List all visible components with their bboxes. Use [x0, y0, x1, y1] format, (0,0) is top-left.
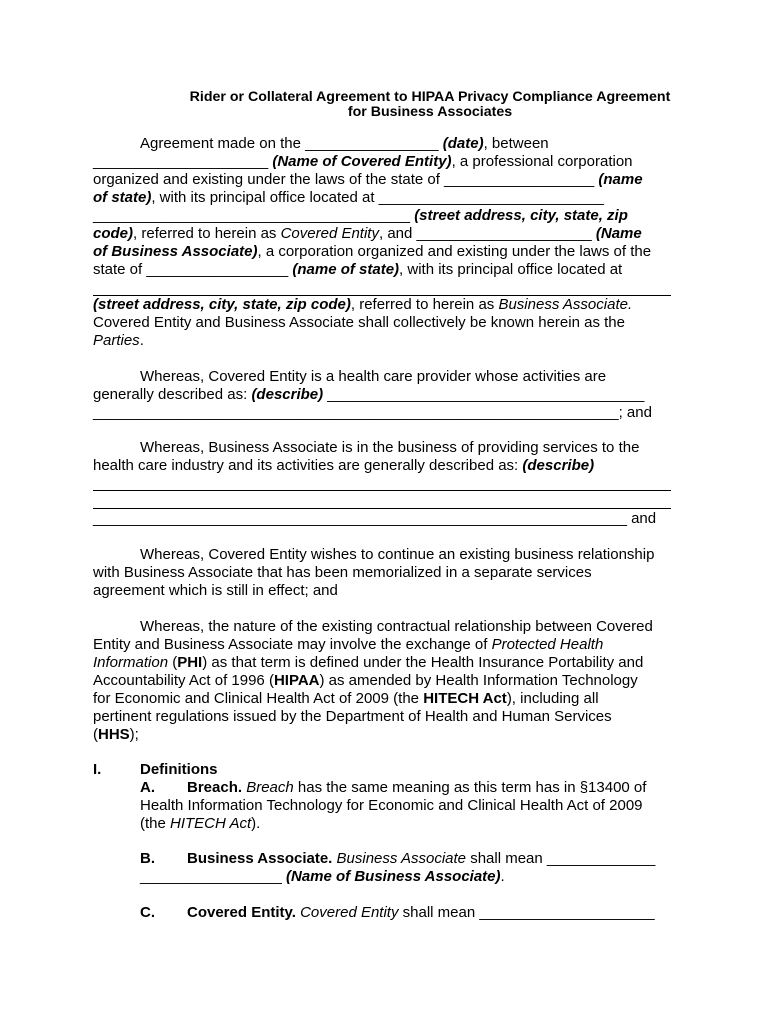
p1-line-11: Parties.	[93, 332, 144, 349]
p5-line-3: Information (PHI) as that term is defined under the Health Insurance Portability and	[93, 654, 644, 671]
p5-line-5: for Economic and Clinical Health Act of 2009 (the HITECH Act), including all	[93, 690, 599, 707]
title-line-1: Rider or Collateral Agreement to HIPAA Privacy Compliance Agreement	[189, 89, 671, 105]
p1-line-3: organized and existing under the laws of the state of __________________ (name	[93, 171, 643, 188]
p3-line-2: health care industry and its activities are generally described as: (describe)	[93, 457, 595, 474]
p1-line-1: Agreement made on the ________________ (date), between	[140, 135, 549, 152]
def-c-letter: C.	[140, 904, 155, 921]
p4-line-2: with Business Associate that has been memorialized in a separate services	[93, 564, 592, 581]
p1-line-9: (street address, city, state, zip code), referred to herein as Business Associate.	[93, 296, 633, 313]
p5-line-6: pertinent regulations issued by the Department of Health and Human Services	[93, 708, 612, 725]
def-a-line-2: Health Information Technology for Economic and Clinical Health Act of 2009	[140, 797, 643, 814]
p5-line-4: Accountability Act of 1996 (HIPAA) as amended by Health Information Technology	[93, 672, 638, 689]
p4-line-1: Whereas, Covered Entity wishes to continue an existing business relationship	[140, 546, 655, 563]
p5-line-2: Entity and Business Associate may involve the exchange of Protected Health	[93, 636, 604, 653]
p5-line-1: Whereas, the nature of the existing contractual relationship between Covered	[140, 618, 653, 635]
p2-line-2: generally described as: (describe) ______________________________________	[93, 386, 645, 403]
p2-line-1: Whereas, Covered Entity is a health care provider whose activities are	[140, 368, 607, 385]
p1-line-7: of Business Associate), a corporation organized and existing under the laws of the	[93, 243, 652, 260]
section-number: I.	[93, 761, 102, 778]
p1-line-6: code), referred to herein as Covered Entity, and _____________________ (Name	[93, 225, 642, 242]
p3-line-3: ________________________________________________________________ and	[93, 510, 657, 527]
section-heading: Definitions	[140, 761, 218, 778]
title-line-2: for Business Associates	[347, 104, 513, 120]
def-a-letter: A.	[140, 779, 155, 796]
p1-line-4: of state), with its principal office located at ___________________________	[93, 189, 604, 206]
p5-line-7: (HHS);	[93, 726, 139, 743]
p3-line-1: Whereas, Business Associate is in the business of providing services to the	[140, 439, 640, 456]
p1-line-10: Covered Entity and Business Associate shall collectively be known herein as the	[93, 314, 625, 331]
document-title	[93, 90, 767, 120]
def-b-line-2: _________________ (Name of Business Associate).	[140, 868, 505, 885]
p2-line-3: _______________________________________________________________; and	[93, 404, 652, 421]
def-a-line-1: Breach. Breach has the same meaning as this term has in §13400 of	[187, 779, 647, 796]
p1-line-2: _____________________ (Name of Covered Entity), a professional corporation	[93, 153, 633, 170]
p4-line-3: agreement which is still in effect; and	[93, 582, 338, 599]
def-b-line-1: Business Associate. Business Associate shall mean _____________	[187, 850, 656, 867]
def-a-line-3: (the HITECH Act).	[140, 815, 261, 832]
description-blank-line-1	[93, 490, 671, 491]
def-b-letter: B.	[140, 850, 155, 867]
p1-line-8: state of _________________ (name of state), with its principal office located at	[93, 261, 623, 278]
description-blank-line-2	[93, 508, 671, 509]
p1-line-5: ______________________________________ (street address, city, state, zip	[93, 207, 628, 224]
def-c-line-1: Covered Entity. Covered Entity shall mean _____________________	[187, 904, 655, 921]
